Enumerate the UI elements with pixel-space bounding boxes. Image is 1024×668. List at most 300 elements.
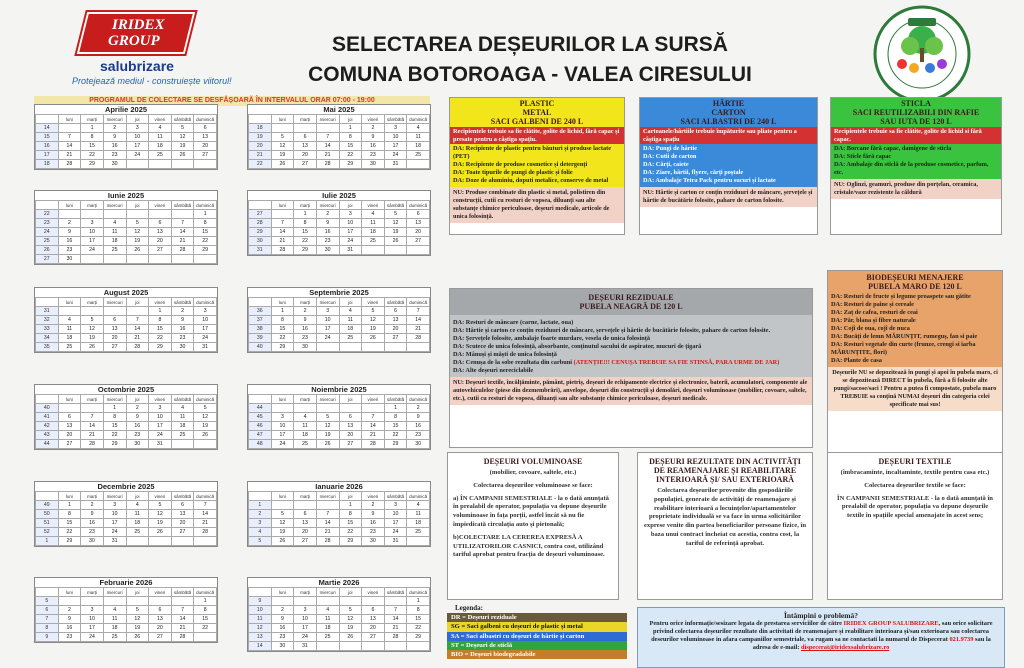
week-number: 1 <box>36 537 59 546</box>
weekday-header: luni <box>58 115 81 124</box>
weekday-header: duminică <box>194 201 217 210</box>
calendar-day: 13 <box>103 325 126 334</box>
week-number: 13 <box>249 633 272 642</box>
calendar-day <box>171 255 194 264</box>
calendar-day: 2 <box>316 210 339 219</box>
week-number: 19 <box>249 133 272 142</box>
calendar-day <box>362 343 385 352</box>
month-name: Iunie 2025 <box>35 191 217 200</box>
calendar-day: 20 <box>339 431 362 440</box>
calendar-day: 20 <box>149 237 172 246</box>
week-number: 34 <box>36 334 59 343</box>
contact-company: IRIDEX GROUP SALUBRIZARE <box>843 620 939 627</box>
calendar-day: 22 <box>294 237 317 246</box>
calendar-day <box>316 404 339 413</box>
contact-title: Întâmpini o problemă? <box>783 611 859 620</box>
week-number: 40 <box>249 343 272 352</box>
residual-item <box>450 359 812 367</box>
weekday-header: duminică <box>407 588 430 597</box>
calendar-day: 13 <box>294 142 317 151</box>
calendar-day <box>171 597 194 606</box>
calendar-day: 3 <box>103 501 126 510</box>
contact-panel <box>637 607 1005 668</box>
weekday-header: vineri <box>149 492 172 501</box>
calendar-day: 30 <box>58 255 81 264</box>
calendar-day: 15 <box>194 615 217 624</box>
calendar-day <box>362 642 385 651</box>
weekday-header: joi <box>126 298 149 307</box>
bulky-subtitle: (mobilier, covoare, saltele, etc.) <box>489 469 577 476</box>
calendar-day <box>384 597 407 606</box>
month-name: Decembrie 2025 <box>35 482 217 491</box>
weekday-header: miercuri <box>103 395 126 404</box>
weekday-header: sâmbătă <box>384 395 407 404</box>
weekday-header: marți <box>294 588 317 597</box>
glass-item: DA: Borcane fără capac, damigene de sticla <box>834 145 952 152</box>
calendar-day: 16 <box>58 237 81 246</box>
calendar-day: 23 <box>271 633 294 642</box>
calendar-day <box>103 255 126 264</box>
weekday-header: joi <box>126 492 149 501</box>
plastic-bag-title: SACI GALBENI DE 240 L <box>490 117 584 126</box>
calendar-day: 28 <box>362 440 385 449</box>
calendar-day: 19 <box>171 142 194 151</box>
calendar-day: 29 <box>149 343 172 352</box>
calendar-day: 24 <box>81 246 104 255</box>
calendar-day: 21 <box>316 528 339 537</box>
calendar-day: 3 <box>81 219 104 228</box>
calendar-day: 3 <box>194 307 217 316</box>
week-number: 23 <box>36 219 59 228</box>
weekday-header: miercuri <box>316 492 339 501</box>
calendar-day: 24 <box>384 151 407 160</box>
calendar-day: 12 <box>126 228 149 237</box>
calendar-day: 18 <box>149 142 172 151</box>
calendar-day: 18 <box>339 325 362 334</box>
calendar-day <box>362 246 385 255</box>
calendar-day: 1 <box>103 404 126 413</box>
calendar-day: 18 <box>126 519 149 528</box>
textile-subtitle: (îmbracaminte, incaltaminte, textile pentru casa etc.) <box>840 469 990 476</box>
calendar-day: 23 <box>58 633 81 642</box>
calendar-day: 20 <box>362 624 385 633</box>
calendar-day: 2 <box>103 124 126 133</box>
calendar-day: 14 <box>58 142 81 151</box>
calendar-day: 6 <box>149 606 172 615</box>
calendar-day: 4 <box>171 404 194 413</box>
calendar-day: 24 <box>271 440 294 449</box>
calendar-day: 18 <box>294 431 317 440</box>
plastic-metal-panel <box>449 97 625 235</box>
week-number: 22 <box>36 210 59 219</box>
calendar-day: 31 <box>103 537 126 546</box>
residual-not-allowed: NU: Deșeuri textile, încălțăminte, pământ, pietriș, deșeuri de echipamente electrice și electronice, baterii, acumulatori, componente ale autovehiculelor (piese din dezmembrări), anvelope, deșeuri din construcții și demolări, deșeuri voluminoase (mobilier, covoare, saltele, etc.), cutii cu resturi de vopsea, diluanți sau alte substanțe chimice periculoase, deșeuri medicale. <box>450 377 812 405</box>
bio-bin-title: PUBELA MARO DE 120 L <box>868 282 962 291</box>
calendar-day <box>407 160 430 169</box>
weekday-header: vineri <box>362 492 385 501</box>
residual-item: DA: Resturi de mâncare (carne, lactate, oua) <box>453 319 574 326</box>
month-calendar <box>247 287 431 353</box>
calendar-day: 18 <box>362 228 385 237</box>
calendar-day: 20 <box>103 334 126 343</box>
calendar-day: 17 <box>294 624 317 633</box>
calendar-day: 5 <box>384 210 407 219</box>
paper-title: HÂRTIE <box>712 99 745 108</box>
calendar-day: 21 <box>271 237 294 246</box>
calendar-day: 9 <box>294 316 317 325</box>
weekday-header: vineri <box>362 588 385 597</box>
weekday-header: marți <box>81 395 104 404</box>
calendar-day: 3 <box>384 501 407 510</box>
calendar-day: 8 <box>271 316 294 325</box>
calendar-day: 8 <box>384 413 407 422</box>
calendar-day: 6 <box>362 606 385 615</box>
weekday-header: luni <box>58 395 81 404</box>
calendar-day: 5 <box>126 219 149 228</box>
calendar-day: 10 <box>384 510 407 519</box>
calendar-day: 30 <box>362 537 385 546</box>
iridex-logo <box>72 12 232 86</box>
month-calendar <box>34 384 218 450</box>
week-number: 28 <box>249 219 272 228</box>
calendar-day: 18 <box>407 519 430 528</box>
calendar-day: 9 <box>126 413 149 422</box>
week-number: 18 <box>36 160 59 169</box>
calendar-day: 11 <box>103 615 126 624</box>
week-number: 6 <box>36 606 59 615</box>
calendar-day: 7 <box>384 606 407 615</box>
calendar-day: 5 <box>316 413 339 422</box>
weekday-header: marți <box>294 492 317 501</box>
calendar-day: 19 <box>384 228 407 237</box>
calendar-day: 23 <box>362 151 385 160</box>
textile-campaign: ÎN CAMPANII SEMESTRIALE - la o dată anunțată în prealabil de operator, populația va depune deșeurile textile în spațiile special amenajate în acest sens; <box>837 494 993 520</box>
calendar-day: 4 <box>407 501 430 510</box>
calendar-day: 21 <box>316 151 339 160</box>
calendar-day: 16 <box>171 325 194 334</box>
calendar-day <box>194 633 217 642</box>
calendar-day: 26 <box>339 633 362 642</box>
calendar-day: 12 <box>384 219 407 228</box>
calendar-day: 29 <box>194 246 217 255</box>
weekday-header: marți <box>294 115 317 124</box>
calendar-day: 16 <box>407 422 430 431</box>
calendar-day: 1 <box>294 210 317 219</box>
calendar-day: 11 <box>362 219 385 228</box>
weekday-header: miercuri <box>316 201 339 210</box>
calendar-day: 18 <box>103 624 126 633</box>
calendar-day: 22 <box>271 334 294 343</box>
month-calendar <box>247 190 431 256</box>
calendar-day: 8 <box>194 219 217 228</box>
calendar-day: 27 <box>294 537 317 546</box>
month-calendar <box>34 577 218 643</box>
week-number: 44 <box>36 440 59 449</box>
calendar-day: 16 <box>362 519 385 528</box>
calendar-day: 19 <box>81 334 104 343</box>
calendar-day: 17 <box>103 519 126 528</box>
calendar-day: 19 <box>339 624 362 633</box>
calendar-day <box>271 501 294 510</box>
calendar-day: 6 <box>149 219 172 228</box>
calendar-day: 16 <box>126 422 149 431</box>
month-name: Iulie 2025 <box>248 191 430 200</box>
calendar-day: 14 <box>171 228 194 237</box>
calendar-day: 1 <box>149 307 172 316</box>
calendar-day: 19 <box>149 519 172 528</box>
calendar-day: 21 <box>171 624 194 633</box>
calendar-day: 25 <box>362 237 385 246</box>
weekday-header: miercuri <box>103 115 126 124</box>
bulky-intro: Colectarea deșeurilor voluminoase se face: <box>473 481 593 489</box>
calendar-day: 16 <box>81 519 104 528</box>
weekday-header: vineri <box>149 201 172 210</box>
calendar-day: 26 <box>81 343 104 352</box>
renovation-text: Colectarea deșeurilor provenite din gospodăriile populației, generate de activități de reamenajare și reabilitare interioară a locuințelor/apartamentelor proprietate individuală se va face în urma solicitărilor exprese venite din partea beneficiarilor persoane fizice, în baza unui contract încheiat cu acestia, contra cost, la tariful de referință aprobat. <box>643 487 806 547</box>
calendar-day: 27 <box>103 343 126 352</box>
calendar-day: 18 <box>171 422 194 431</box>
calendar-day: 5 <box>339 606 362 615</box>
calendar-day: 8 <box>407 606 430 615</box>
calendar-day: 9 <box>362 133 385 142</box>
calendar-day: 7 <box>81 413 104 422</box>
week-number: 42 <box>36 422 59 431</box>
calendar-day: 19 <box>271 528 294 537</box>
weekday-header: luni <box>271 492 294 501</box>
calendar-day <box>316 124 339 133</box>
calendar-day: 11 <box>316 615 339 624</box>
week-number: 14 <box>36 124 59 133</box>
month-calendar <box>34 104 218 170</box>
calendar-day: 27 <box>362 633 385 642</box>
calendar-day: 29 <box>58 537 81 546</box>
month-calendar <box>34 190 218 265</box>
weekday-header: sâmbătă <box>171 492 194 501</box>
calendar-day: 11 <box>149 133 172 142</box>
calendar-day <box>58 124 81 133</box>
calendar-day: 10 <box>194 316 217 325</box>
calendar-day <box>194 255 217 264</box>
calendar-day: 8 <box>339 510 362 519</box>
calendar-day: 28 <box>58 160 81 169</box>
weekday-header: joi <box>339 588 362 597</box>
weekday-header: luni <box>271 298 294 307</box>
calendar-day: 29 <box>294 246 317 255</box>
weekday-header: joi <box>126 395 149 404</box>
calendar-day: 12 <box>194 413 217 422</box>
week-number: 38 <box>249 325 272 334</box>
calendar-day: 30 <box>294 343 317 352</box>
week-number: 27 <box>36 255 59 264</box>
week-number: 45 <box>249 413 272 422</box>
calendar-day <box>362 597 385 606</box>
weekday-header: marți <box>81 115 104 124</box>
textile-waste-panel <box>827 452 1003 600</box>
calendar-day: 20 <box>149 624 172 633</box>
weekday-header: duminică <box>194 115 217 124</box>
calendar-day: 24 <box>339 237 362 246</box>
calendar-day: 20 <box>407 228 430 237</box>
contact-body: , sau orice solicitare privind colectarea deșeurilor rezultate din activitati de reamenajare și reabilitare interioara și/sau exterioara sau colectarea deseurilor voluminoase in afara campaniilor semestriale, va rugam sa ne contactati la numarul de Dispecerat <box>651 620 993 643</box>
weekday-header: luni <box>58 492 81 501</box>
calendar-day: 7 <box>362 413 385 422</box>
calendar-day: 28 <box>407 334 430 343</box>
calendar-day: 5 <box>362 307 385 316</box>
calendar-day: 6 <box>294 510 317 519</box>
calendar-day: 22 <box>339 151 362 160</box>
bulky-waste-panel <box>447 452 619 600</box>
calendar-day <box>81 597 104 606</box>
calendar-day: 12 <box>81 325 104 334</box>
week-number: 7 <box>36 615 59 624</box>
calendar-day: 7 <box>171 219 194 228</box>
calendar-day: 12 <box>339 615 362 624</box>
week-number: 35 <box>36 343 59 352</box>
week-number: 41 <box>36 413 59 422</box>
paper-warning: Cartoanele/hârtiile trebuie împăturite sau pliate pentru a câștiga spațiu <box>640 127 817 144</box>
calendar-day: 23 <box>316 237 339 246</box>
weekday-header: joi <box>339 298 362 307</box>
week-number: 9 <box>249 597 272 606</box>
calendar-day: 17 <box>126 142 149 151</box>
legend-item: SG = Saci galbeni cu deșeuri de plastic și metal <box>447 622 627 631</box>
calendar-day: 12 <box>362 316 385 325</box>
week-number: 16 <box>36 142 59 151</box>
week-number: 48 <box>249 440 272 449</box>
bio-item: DA: Păr, blana și fibre naturale <box>831 317 916 324</box>
calendar-day: 18 <box>103 237 126 246</box>
calendar-day: 29 <box>339 537 362 546</box>
week-number: 21 <box>249 151 272 160</box>
weekday-header: duminică <box>194 492 217 501</box>
contact-phone[interactable]: 021.9739 <box>949 636 974 643</box>
calendar-day: 19 <box>271 151 294 160</box>
calendar-day: 21 <box>407 325 430 334</box>
calendar-day: 14 <box>271 228 294 237</box>
calendar-day: 23 <box>407 431 430 440</box>
logo-tagline: Protejează mediul - construiește viitorul! <box>72 76 232 86</box>
calendar-day: 2 <box>294 307 317 316</box>
calendar-day: 19 <box>316 431 339 440</box>
calendar-day <box>194 160 217 169</box>
calendar-day: 17 <box>384 519 407 528</box>
calendar-day: 14 <box>171 615 194 624</box>
calendar-day: 25 <box>171 431 194 440</box>
calendar-day <box>362 404 385 413</box>
residual-item: DA: Șervețele folosite, ambalaje foarte murdare, vesela de unica folosință <box>453 335 650 342</box>
week-number: 27 <box>249 210 272 219</box>
week-number: 11 <box>249 615 272 624</box>
weekday-header: sâmbătă <box>384 588 407 597</box>
calendar-day: 4 <box>316 606 339 615</box>
plastic-title: PLASTIC <box>519 99 555 108</box>
calendar-day: 15 <box>339 519 362 528</box>
week-number: 20 <box>249 142 272 151</box>
residual-item: DA: Alte deșeuri nereciclabile <box>453 367 534 374</box>
weekday-header: luni <box>58 298 81 307</box>
weekday-header: luni <box>58 201 81 210</box>
paper-item: DA: Cutii de carton <box>643 153 697 160</box>
calendar-day: 24 <box>194 334 217 343</box>
calendar-day: 27 <box>149 246 172 255</box>
calendar-day: 20 <box>294 528 317 537</box>
calendar-day: 1 <box>384 404 407 413</box>
calendar-day: 10 <box>126 133 149 142</box>
calendar-day: 2 <box>58 219 81 228</box>
calendar-day: 25 <box>294 440 317 449</box>
calendar-day: 14 <box>316 142 339 151</box>
week-number: 46 <box>249 422 272 431</box>
calendar-day <box>316 343 339 352</box>
calendar-day <box>339 597 362 606</box>
calendar-day <box>126 537 149 546</box>
week-number: 2 <box>249 510 272 519</box>
paper-item: DA: Ambalaje Tetra Pack pentru sucuri și lactate <box>643 177 776 184</box>
week-number: 8 <box>36 624 59 633</box>
calendar-day: 14 <box>194 510 217 519</box>
calendar-day: 22 <box>58 528 81 537</box>
calendar-day: 23 <box>171 334 194 343</box>
calendar-day <box>103 597 126 606</box>
calendar-day: 28 <box>316 160 339 169</box>
week-number: 39 <box>249 334 272 343</box>
month-name: Aprilie 2025 <box>35 105 217 114</box>
calendar-day: 13 <box>171 510 194 519</box>
weekday-header: duminică <box>407 115 430 124</box>
calendar-day: 11 <box>294 422 317 431</box>
weekday-header: joi <box>339 395 362 404</box>
calendar-day: 19 <box>126 237 149 246</box>
week-number: 29 <box>249 228 272 237</box>
calendar-day: 25 <box>58 343 81 352</box>
weekday-header: vineri <box>362 395 385 404</box>
calendar-day: 7 <box>316 510 339 519</box>
week-number: 24 <box>36 228 59 237</box>
glass-not-allowed: NU: Oglinzi, geamuri, produse din porțelan, ceramica, cristale/vaze rezistente la căldură <box>831 179 1001 199</box>
calendar-day: 24 <box>149 431 172 440</box>
calendar-day: 26 <box>126 633 149 642</box>
calendar-day: 23 <box>81 528 104 537</box>
calendar-day: 23 <box>294 334 317 343</box>
calendar-day <box>149 160 172 169</box>
week-number: 43 <box>36 431 59 440</box>
calendar-day: 9 <box>171 316 194 325</box>
calendar-day: 1 <box>271 307 294 316</box>
month-name: Martie 2026 <box>248 578 430 587</box>
weekday-header: sâmbătă <box>171 115 194 124</box>
calendar-day: 5 <box>126 606 149 615</box>
calendar-day <box>316 642 339 651</box>
calendar-day: 2 <box>362 124 385 133</box>
legend <box>447 604 627 659</box>
weekday-header: sâmbătă <box>384 115 407 124</box>
week-number: 1 <box>249 501 272 510</box>
calendar-day: 13 <box>149 228 172 237</box>
textile-intro: Colectarea deșeurilor textile se face: <box>864 481 966 489</box>
calendar-day: 25 <box>149 151 172 160</box>
calendar-day <box>81 255 104 264</box>
bio-item: DA: Resturi de paine și cereale <box>831 301 914 308</box>
calendar-day: 6 <box>339 413 362 422</box>
contact-email-link[interactable]: dispecerat@iridexsalubrizare.ro <box>801 644 890 651</box>
weekday-header: marți <box>81 298 104 307</box>
calendar-day: 27 <box>171 528 194 537</box>
month-name: Mai 2025 <box>248 105 430 114</box>
calendar-day: 15 <box>294 228 317 237</box>
bulky-title: DEȘEURI VOLUMINOASE <box>483 457 583 466</box>
calendar-day: 28 <box>171 246 194 255</box>
calendar-day: 1 <box>58 501 81 510</box>
